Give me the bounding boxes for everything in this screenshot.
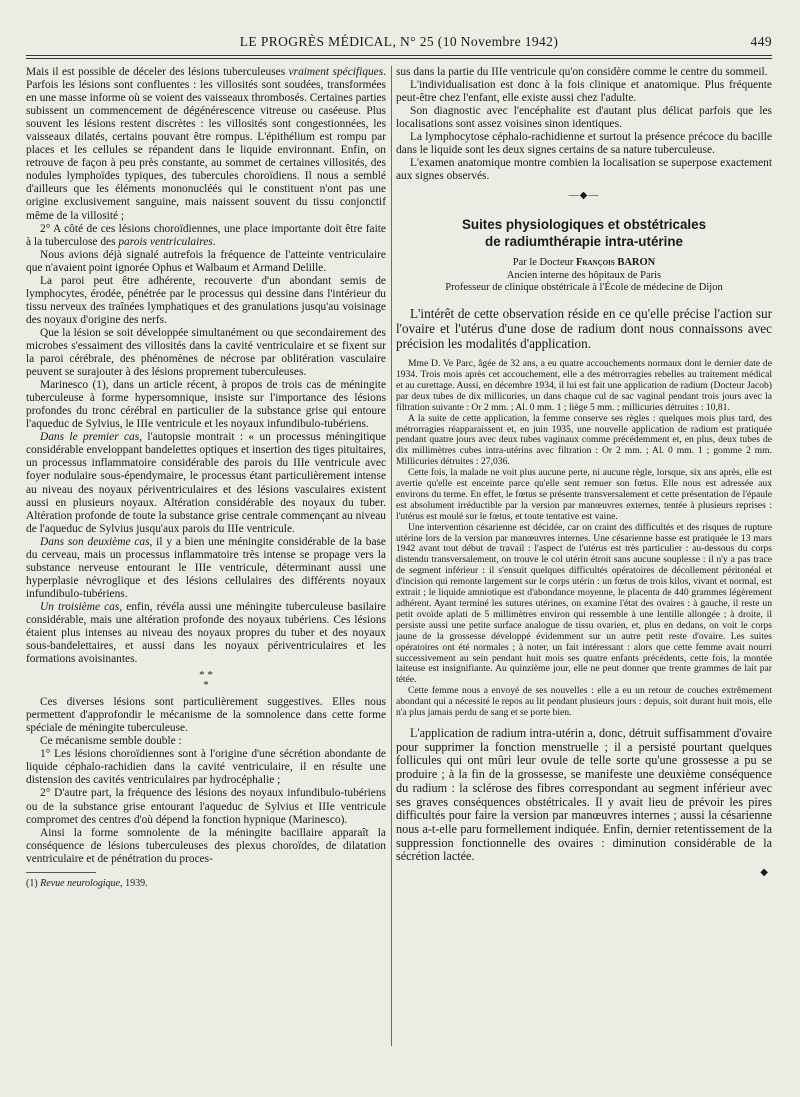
emphasis: Dans le premier cas bbox=[40, 431, 140, 444]
emphasis: Un troisième cas bbox=[40, 600, 120, 613]
paragraph: Mme D. Ve Parc, âgée de 32 ans, a eu quatre accouchements normaux dont le dernier date de 1934. Trois mois après cet accouchement, elle a des métrorragies rebelles au traitement médical et au curettage. Aussi, en décembre 1934, il lui est fait une application de radium (Docteur Jacob) par deux tubes de dix millicuries, un dans chaque cul de sac vaginal pendant trois jours avec la filtration suivante : Or 2 mm. ; Al. 0 mm. 1 ; liège 5 mm. ; millicuries détruites : 10,81. bbox=[396, 358, 772, 413]
end-mark: ◆ bbox=[760, 867, 768, 879]
paragraph: Cette fois, la malade ne voit plus aucune perte, ni aucune règle, lorsque, six ans après, elle est avertie qu'elle est enceinte parce qu'elle sent remuer son fœtus. Elle nous est adressée aux environs du terme. En effet, le fœtus se présente transversalement et cette présentation de l'épaule est absolument irréductible par la version par manœuvres externes, tentée à plusieurs reprises : l'utérus est moulé sur le fœtus, et toute tentative est vaine. bbox=[396, 467, 772, 522]
column-divider bbox=[391, 66, 392, 1046]
byline: Par le Docteur François BARON Ancien interne des hôpitaux de Paris Professeur de clinique obstétricale à l'École de médecine de Dijon bbox=[396, 257, 772, 294]
paragraph: Un troisième cas, enfin, révéla aussi une méningite tuberculeuse basilaire considérable, mais une altération profonde des noyaux tubériens. Ces lésions étaient plus intenses au niveau des noyaux propres du tuber et des noyaux sous-bandelettaires, et aussi dans les noyaux périventriculaires et les formations avoisinantes. bbox=[26, 600, 386, 666]
paragraph: Ce mécanisme semble double : bbox=[40, 735, 182, 748]
paragraph: 2° A côté de ces lésions choroïdiennes, une place importante doit être faite à la tuberculose des parois ventriculaires. bbox=[26, 222, 386, 248]
asterism: * * * bbox=[199, 669, 213, 692]
emphasis: Revue neurologique bbox=[40, 877, 121, 889]
author-name: François BARON bbox=[576, 257, 656, 269]
paragraph: Nous avions déjà signalé autrefois la fréquence de l'atteinte ventriculaire que n'avaient point ignorée Ophus et Walbaum et Armand Delille. bbox=[26, 248, 386, 274]
footnote: (1) Revue neurologique, 1939. bbox=[26, 877, 148, 889]
case-report bbox=[396, 359, 772, 719]
paragraph: Marinesco (1), dans un article récent, à propos de trois cas de méningite tuberculeuse à forme hypersomnique, insiste sur l'importance des lésions profondes du tronc cérébral en particulier de la substance grise qui entoure l'aqueduc de Sylvius, le IIIe ventricule et les noyaux infundibulo-tubériens. bbox=[26, 379, 386, 431]
paragraph: A la suite de cette application, la femme conserve ses règles : quelques mois plus tard, des métrorragies réapparaissent et, en juin 1935, une nouvelle application de radium est pratiquée pendant quatre jours avec deux tubes vaginaux comme précédemment et, en plus, deux tubes de dix millimètres cubes intra-utérins avec filtration : Or 2 mm. ; Al. 0 mm. 1 ; gomme 2 mm. Millicuries détruites : 27,036. bbox=[396, 412, 772, 468]
running-header bbox=[26, 32, 772, 54]
lead-paragraph: L'intérêt de cette observation réside en ce qu'elle précise l'action sur l'ovaire et l'utérus d'une dose de radium dont nous connaissons avec précision les modalités d'application. bbox=[396, 306, 772, 352]
emphasis: vraiment spécifiques bbox=[288, 66, 384, 78]
paragraph: Ainsi la forme somnolente de la méningite bacillaire apparaît la conséquence de lésions tuberculeuses des plexus choroïdes, de dilatation ventriculaire et de pénétration du proces- bbox=[26, 826, 386, 865]
emphasis: Dans son deuxième cas bbox=[40, 535, 150, 548]
page-number: 449 bbox=[750, 34, 772, 49]
paragraph: Dans son deuxième cas, il y a bien une méningite considérable de la base du cerveau, mais un processus inflammatoire très intense se propage vers la substance nerveuse entourant le IIIe ventricule, déterminant aussi une hyperplasie névroglique et des lésions cellulaires des différents noyaux infundibulo-tubériens. bbox=[26, 535, 386, 600]
article-title: Suites physiologiques et obstétricales de radiumthérapie intra-utérine bbox=[461, 217, 707, 250]
paragraph: Dans le premier cas, l'autopsie montrait : « un processus méningitique considérable enveloppant bandelettes optiques et insertion des tiges pituitaires, un processus inflammatoire considérable des parois du IIIe ventricule avec foyer nodulaire sous-épendymaire, le processus étant particulièrement intense au niveau des noyaux périventriculaires et des lésions vasculaires existent aussi en plusieurs noyaux. Altération considérable des noyaux du tuber. Altération profonde de toute la substance grise centrale commençant au niveau de l'aqueduc de Sylvius jusqu'aux parois du IIIe ventricule. bbox=[26, 431, 386, 535]
paragraph: Ces diverses lésions sont particulièrement suggestives. Elles nous permettent d'approfondir le mécanisme de la somnolence dans cette forme spéciale de méningite tuberculeuse. bbox=[26, 696, 386, 735]
paragraph: L'individualisation est donc à la fois clinique et anatomique. Plus fréquente peut-être chez l'enfant, elle existe aussi chez l'adulte. bbox=[396, 79, 772, 105]
paragraph: Cette femme nous a envoyé de ses nouvelles : elle a eu un retour de couches extrêmement abondant qui a nécessité le repos au lit pendant plusieurs jours : depuis, soit durant huit mois, elle n'a plus jamais perdu de sang et se porte bien. bbox=[396, 685, 772, 719]
paragraph: Que la lésion se soit développée simultanément ou que secondairement des microbes s'essaiment des villosités dans la cavité ventriculaire et se fixent sur la paroi cérébrale, des phénomènes de nécrose par oblitération vasculaire peuvent se surajouter à des lésions proprement tuberculeuses. bbox=[26, 326, 386, 379]
paragraph: 1° Les lésions choroïdiennes sont à l'origine d'une sécrétion abondante de liquide céphalo-rachidien dans la cavité ventriculaire, il en résulte une distension des cavités ventriculaires par hydrocéphalie ; bbox=[26, 748, 386, 787]
affiliation: Ancien interne des hôpitaux de Paris bbox=[506, 269, 662, 281]
left-column bbox=[26, 66, 386, 1076]
section-ornament: —◆— bbox=[568, 190, 600, 202]
paragraph: sus dans la partie du IIIe ventricule qu'on considère comme le centre du sommeil. bbox=[396, 66, 768, 78]
paragraph: 2° D'autre part, la fréquence des lésions des noyaux infundibulo-tubériens ou de la substance grise entourant l'aqueduc de Sylvius et IIIe ventricule compromet des centres d'où dépend la fonction hypnique (Marinesco). bbox=[26, 787, 386, 826]
right-column bbox=[396, 66, 772, 1076]
affiliation: Professeur de clinique obstétricale à l'École de médecine de Dijon bbox=[445, 281, 723, 293]
paragraph: Une intervention césarienne est décidée, car on craint des difficultés et des risques de rupture utérine lors de la version par manœuvres internes. Une césarienne basse est pratiquée le 13 mars 1942 avant tout début de travail : l'aspect de l'utérus est très particulier : au-dessous du corps distendu transversalement, on trouve le col utérin étroit sans aucune souplesse : il n'y a pas trace de segment inférieur : il s'ensuit quelques difficultés opératoires de décollement péritonéal et d'incision qui remonte largement sur le corps utérin : un fœtus de trois kilos, vivant et normal, est extrait ; le liquide amniotique est d'abondance moyenne, le placenta de 440 grammes légèrement adhérent. Ayant terminé les sutures utérines, on examine l'état des ovaires : à gauche, il reste un petit ovoïde aplati de 5 millimètres environ qui ressemble à une lentille allongée ; à droite, il persiste aussi une petite surface analogue de tissu ovarien, et, plus en dedans, on voit le corps jaune de la grossesse développé évidemment sur un autre petit reste d'ovaire. Les suites opératoires ont été normales ; à noter, un fait intéressant : alors que cette femme avait nourri successivement au sein pendant huit mois ses quatre enfants précédents, cette fois, la montée laiteuse est insignifiante. Au quinzième jour, elle ne peut donner que trente grammes de lait par tétée. bbox=[396, 521, 772, 686]
paragraph: Mais il est possible de déceler des lésions tuberculeuses vraiment spécifiques. Parfois les lésions sont confluentes : les villosités sont soudées, transformées en une masse informe où se voient des vaisseaux thrombosés. Certaines parties subissent un commencement de dégénérescence vitreuse ou caséeuse. Plus souvent les lésions restent discrètes : les villosités sont congestionnées, les vaisseaux dilatés, certains pouvant être rompus. L'épithélium est rompu par places et les cellules se répandent dans le liquide environnant. Enfin, on retrouve de façon à peu près constante, au sommet de certaines villosités, des nodules lymphoïdes typiques, des tubercules choroïdiens. Il nous a semblé d'ailleurs que les éléments mononucléés qui le constituent n'ont pas une origine exclusivement sanguine, mais naissent souvent du tissu conjonctif même de la villosité ; bbox=[26, 66, 386, 222]
conclusion-paragraph: L'application de radium intra-utérin a, donc, détruit suffisamment d'ovaire pour supprimer la fonction menstruelle ; il a persisté pourtant quelques follicules qui ont mûri leur ovule de telle sorte qu'une grossesse a pu se produire ; à la fin de la grossesse, se manifeste une deuxième conséquence du radium : la sclérose des fibres correspondant au segment inférieur avec ses graves conséquences obstétricales. Il y avait lieu de prévoir les pires difficultés pour faire la version par manœuvres internes ; aussi la césarienne nous a-t-elle paru formellement indiquée. Enfin, dernier retentissement de la suppression fonctionnelle des ovaires : diminution considérable de la sécrétion lactée. bbox=[396, 725, 772, 864]
header-rule bbox=[26, 55, 772, 59]
footnote-rule bbox=[26, 872, 96, 873]
paragraph: Son diagnostic avec l'encéphalite est d'autant plus délicat parfois que les localisations sont assez voisines sinon identiques. bbox=[396, 105, 772, 131]
emphasis: parois ventriculaires bbox=[118, 235, 213, 248]
paragraph: La lymphocytose céphalo-rachidienne et surtout la présence précoce du bacille dans le liquide sont les deux signes certains de sa nature tuberculeuse. bbox=[396, 131, 772, 157]
paragraph: La paroi peut être adhérente, recouverte d'un abondant semis de lymphocytes, érodée, pénétrée par le processus qui dessine dans l'intérieur du tissu nerveux des traînées lymphatiques et des granulations jusqu'au voisinage des noyaux d'origine des nerfs. bbox=[26, 274, 386, 326]
paragraph: L'examen anatomique montre combien la localisation se superpose exactement aux signes observés. bbox=[396, 157, 772, 183]
journal-title: LE PROGRÈS MÉDICAL, N° 25 (10 Novembre 1942) bbox=[239, 34, 559, 49]
